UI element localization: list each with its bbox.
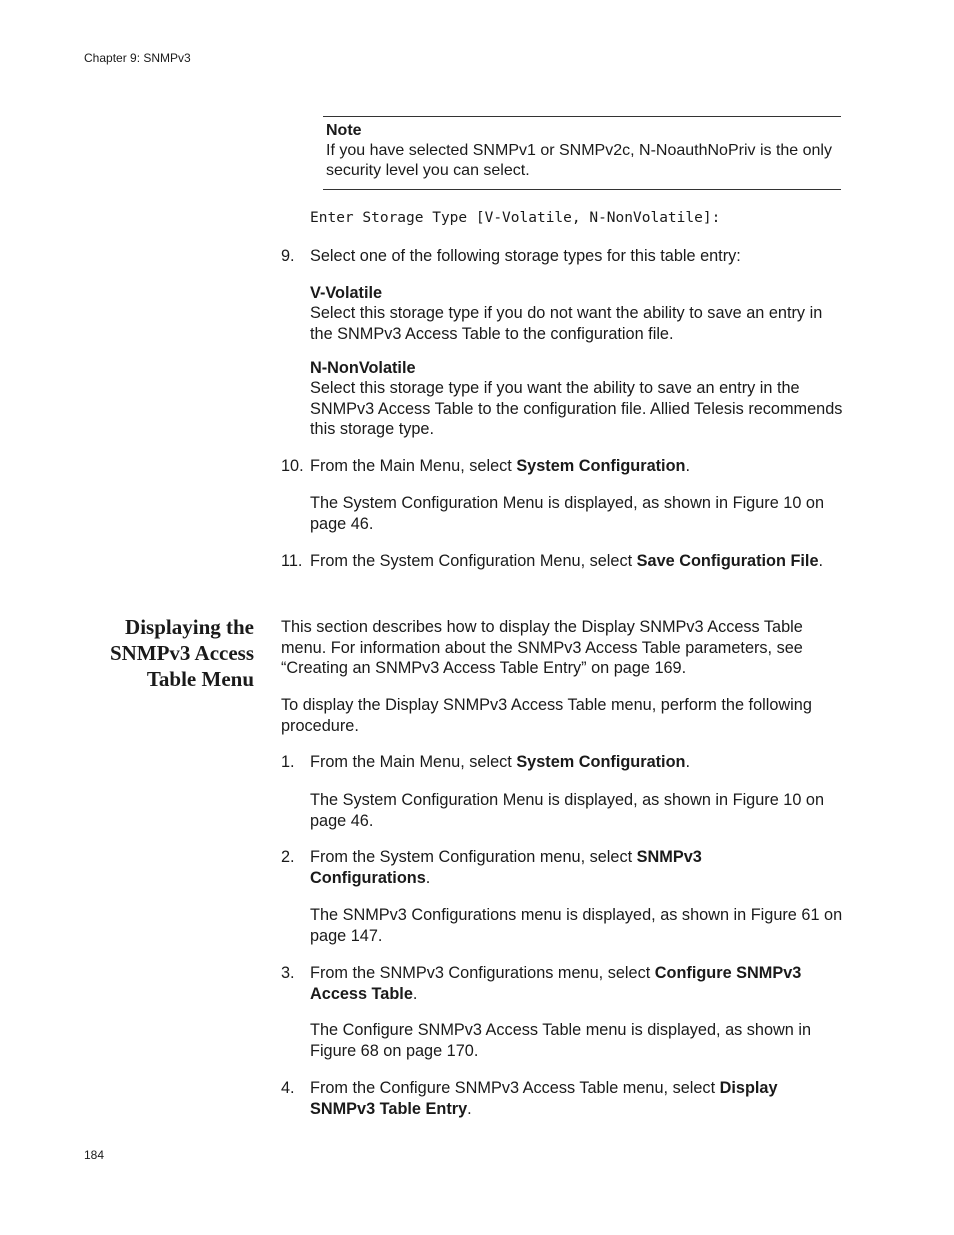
step-text: Select one of the following storage types for this table entry: [310,247,741,265]
section-intro: This section describes how to display the Display SNMPv3 Access Table menu. For information about the SNMPv3 Access Table parameters, see “Creating an SNMPv3 Access Table Entry” on page 169. [281,618,803,677]
section-heading: Displaying the SNMPv3 Access Table Menu [109,615,254,691]
note-title: Note [326,122,362,139]
section-procedure: To display the Display SNMPv3 Access Table menu, perform the following procedure. [281,696,812,735]
running-header: Chapter 9: SNMPv3 [84,51,191,65]
step-number: 11. [281,552,303,570]
page-number: 184 [84,1148,105,1162]
step-number: 9. [281,247,295,265]
option-title-nonvolatile: N-NonVolatile [310,359,416,377]
step-text: From the Main Menu, select System Configuration. [310,753,691,771]
step-text: From the Main Menu, select System Configuration. [310,457,691,475]
option-text-nonvolatile: Select this storage type if you want the ability to save an entry in the SNMPv3 Access Table to the configuration file. Allied Telesis recommends this storage type. [310,379,843,438]
step-number: 1. [281,753,295,771]
step-text: From the SNMPv3 Configurations menu, select Configure SNMPv3 Access Table. [310,964,802,1003]
step-result: The SNMPv3 Configurations menu is displayed, as shown in Figure 61 on page 147. [310,906,843,945]
note-box [323,116,841,190]
step-result: The Configure SNMPv3 Access Table menu is displayed, as shown in Figure 68 on page 170. [310,1021,812,1060]
step-text: From the Configure SNMPv3 Access Table menu, select Display SNMPv3 Table Entry. [310,1079,778,1118]
step-result: The System Configuration Menu is displayed, as shown in Figure 10 on page 46. [310,494,825,533]
step-result: The System Configuration Menu is displayed, as shown in Figure 10 on page 46. [310,791,825,830]
step-number: 2. [281,848,295,866]
step-text: From the System Configuration menu, select SNMPv3 Configurations. [310,848,702,887]
option-title-volatile: V-Volatile [310,284,383,302]
option-text-volatile: Select this storage type if you do not want the ability to save an entry in the SNMPv3 Access Table to the configuration file. [310,304,823,343]
storage-type-prompt: Enter Storage Type [V-Volatile, N-NonVolatile]: [310,210,721,226]
note-text: If you have selected SNMPv1 or SNMPv2c, N-NoauthNoPriv is the only security level you can select. [326,142,832,179]
step-number: 10. [281,457,304,475]
step-number: 4. [281,1079,295,1097]
step-number: 3. [281,964,295,982]
step-text: From the System Configuration Menu, select Save Configuration File. [310,552,824,570]
